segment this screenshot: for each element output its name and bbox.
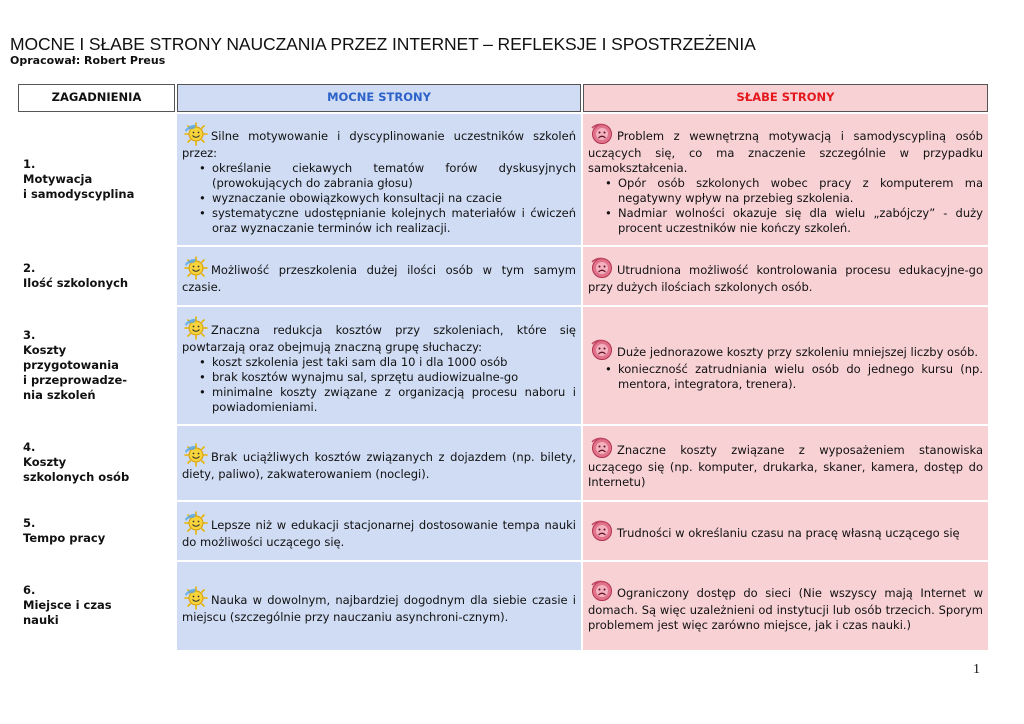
weakness-cell-text: Problem z wewnętrzną motywacją i samodyscypliną osób uczących się, co ma znaczenie szczególnie w przypadku samokształcenia. — [588, 129, 983, 175]
page-number: 1 — [973, 662, 980, 677]
weakness-cell-bullet-list — [588, 176, 983, 236]
weakness-cell-text: Trudności w określaniu czasu na pracę własną uczącego się — [617, 525, 960, 540]
weakness-cell — [583, 114, 988, 245]
topic-number: 3. — [23, 327, 36, 342]
topic-cell — [18, 114, 175, 245]
topic-label: Ilość szkolonych — [23, 275, 129, 290]
topic-number: 1. — [23, 156, 36, 171]
strength-cell-text: Nauka w dowolnym, najbardziej dogodnym dla siebie czasie i miejscu (szczególnie przy nauczaniu asynchroni-cznym). — [182, 593, 576, 624]
list-item: • Nadmiar wolności okazuje się dla wielu „zabójczy” - duży procent uczestników nie kończy szkoleń. — [618, 206, 983, 236]
sad-face-icon — [588, 579, 616, 603]
strength-cell-text: Możliwość przeszkolenia dużej ilości osób w tym samym czasie. — [182, 263, 576, 294]
table-row — [18, 307, 988, 424]
sad-face-icon — [588, 436, 616, 460]
header-weaknesses: SŁABE STRONY — [583, 84, 988, 112]
list-item: • systematyczne udostępnianie kolejnych materiałów i ćwiczeń oraz wyznaczanie terminów ich realizacji. — [212, 206, 576, 236]
strength-cell-text: Lepsze niż w edukacji stacjonarnej dostosowanie tempa nauki do możliwości uczącego się. — [182, 518, 576, 549]
smiling-sun-icon — [182, 586, 210, 610]
list-item: • wyznaczanie obowiązkowych konsultacji na czacie — [212, 191, 576, 206]
weakness-cell — [583, 502, 988, 560]
list-item: • koszt szkolenia jest taki sam dla 10 i dla 1000 osób — [212, 355, 576, 370]
strength-cell — [177, 502, 581, 560]
header-topics: ZAGADNIENIA — [18, 84, 175, 112]
topic-cell — [18, 562, 175, 650]
topic-label: Tempo pracy — [23, 530, 106, 545]
smiling-sun-icon — [182, 443, 210, 467]
list-item: • brak kosztów wynajmu sal, sprzętu audiowizualne-go — [212, 370, 576, 385]
topic-number: 5. — [23, 515, 36, 530]
table-row — [18, 562, 988, 650]
topic-cell — [18, 307, 175, 424]
strength-cell-text: Znaczna redukcja kosztów przy szkoleniach, które się powtarzają oraz obejmują znaczną grupę słuchaczy: — [182, 322, 576, 354]
strength-cell — [177, 247, 581, 305]
weakness-cell-text: Znaczne koszty związane z wyposażeniem stanowiska uczącego się (np. komputer, drukarka, skaner, kamera, dostęp do Internetu) — [588, 442, 983, 489]
topic-label: Koszty szkolonych osób — [23, 455, 130, 484]
table-row — [18, 114, 988, 245]
topic-label: Motywacja i samodyscyplina — [23, 171, 135, 201]
smiling-sun-icon — [182, 122, 210, 146]
topic-label: Miejsce i czas nauki — [23, 598, 112, 627]
strength-cell — [177, 562, 581, 650]
strength-cell — [177, 426, 581, 500]
table-row — [18, 502, 988, 560]
weakness-cell — [583, 426, 988, 500]
smiling-sun-icon — [182, 511, 210, 535]
strength-cell — [177, 307, 581, 424]
strength-cell-text: Brak uciążliwych kosztów związanych z dojazdem (np. bilety, diety, paliwo), zakwaterowaniem (noclegi). — [182, 450, 576, 481]
weakness-cell-text: Ograniczony dostęp do sieci (Nie wszyscy mają Internet w domach. Są więc uzależnieni od instytucji lub osób trzecich. Sporym problemem jest więc zarówno miejsce, jak i czas nauki.) — [588, 585, 983, 632]
topic-label: Koszty przygotowania i przeprowadze- nia szkoleń — [23, 342, 128, 402]
strength-cell — [177, 114, 581, 245]
strength-cell-bullet-list — [182, 161, 576, 236]
smiling-sun-icon — [182, 316, 210, 340]
topic-cell — [18, 426, 175, 500]
smiling-sun-icon — [182, 256, 210, 280]
sad-face-icon — [588, 519, 616, 543]
topic-number: 6. — [23, 583, 36, 597]
comparison-table — [16, 82, 990, 652]
list-item: • określanie ciekawych tematów forów dyskusyjnych (prowokujących do zabrania głosu) — [212, 161, 576, 191]
list-item: • Opór osób szkolonych wobec pracy z komputerem ma negatywny wpływ na przebieg szkolenia. — [618, 176, 983, 206]
table-row — [18, 426, 988, 500]
weakness-cell-bullet-list — [588, 362, 983, 392]
list-item: • konieczność zatrudniania wielu osób do jednego kursu (np. mentora, integratora, trenera). — [618, 362, 983, 392]
weakness-cell — [583, 307, 988, 424]
strength-cell-bullet-list — [182, 355, 576, 415]
topic-cell — [18, 502, 175, 560]
weakness-cell — [583, 247, 988, 305]
topic-cell — [18, 247, 175, 305]
table-header-row — [18, 84, 988, 112]
header-strengths: MOCNE STRONY — [177, 84, 581, 112]
strength-cell-text: Silne motywowanie i dyscyplinowanie uczestników szkoleń przez: — [182, 129, 576, 160]
sad-face-icon — [588, 338, 616, 362]
topic-number: 4. — [23, 440, 36, 454]
list-item: • minimalne koszty związane z organizacją procesu naboru i powiadomieniami. — [212, 385, 576, 415]
document-author: Opracował: Robert Preus — [10, 54, 166, 67]
table-row — [18, 247, 988, 305]
weakness-cell-text: Duże jednorazowe koszty przy szkoleniu mniejszej liczby osób. — [617, 345, 979, 359]
document-title: MOCNE I SŁABE STRONY NAUCZANIA PRZEZ INTERNET – REFLEKSJE I SPOSTRZEŻENIA — [10, 34, 756, 54]
weakness-cell-text: Utrudniona możliwość kontrolowania procesu edukacyjne-go przy dużych ilościach szkolonych osób. — [588, 263, 983, 294]
topic-number: 2. — [23, 260, 36, 275]
sad-face-icon — [588, 256, 616, 280]
sad-face-icon — [588, 122, 616, 146]
weakness-cell — [583, 562, 988, 650]
